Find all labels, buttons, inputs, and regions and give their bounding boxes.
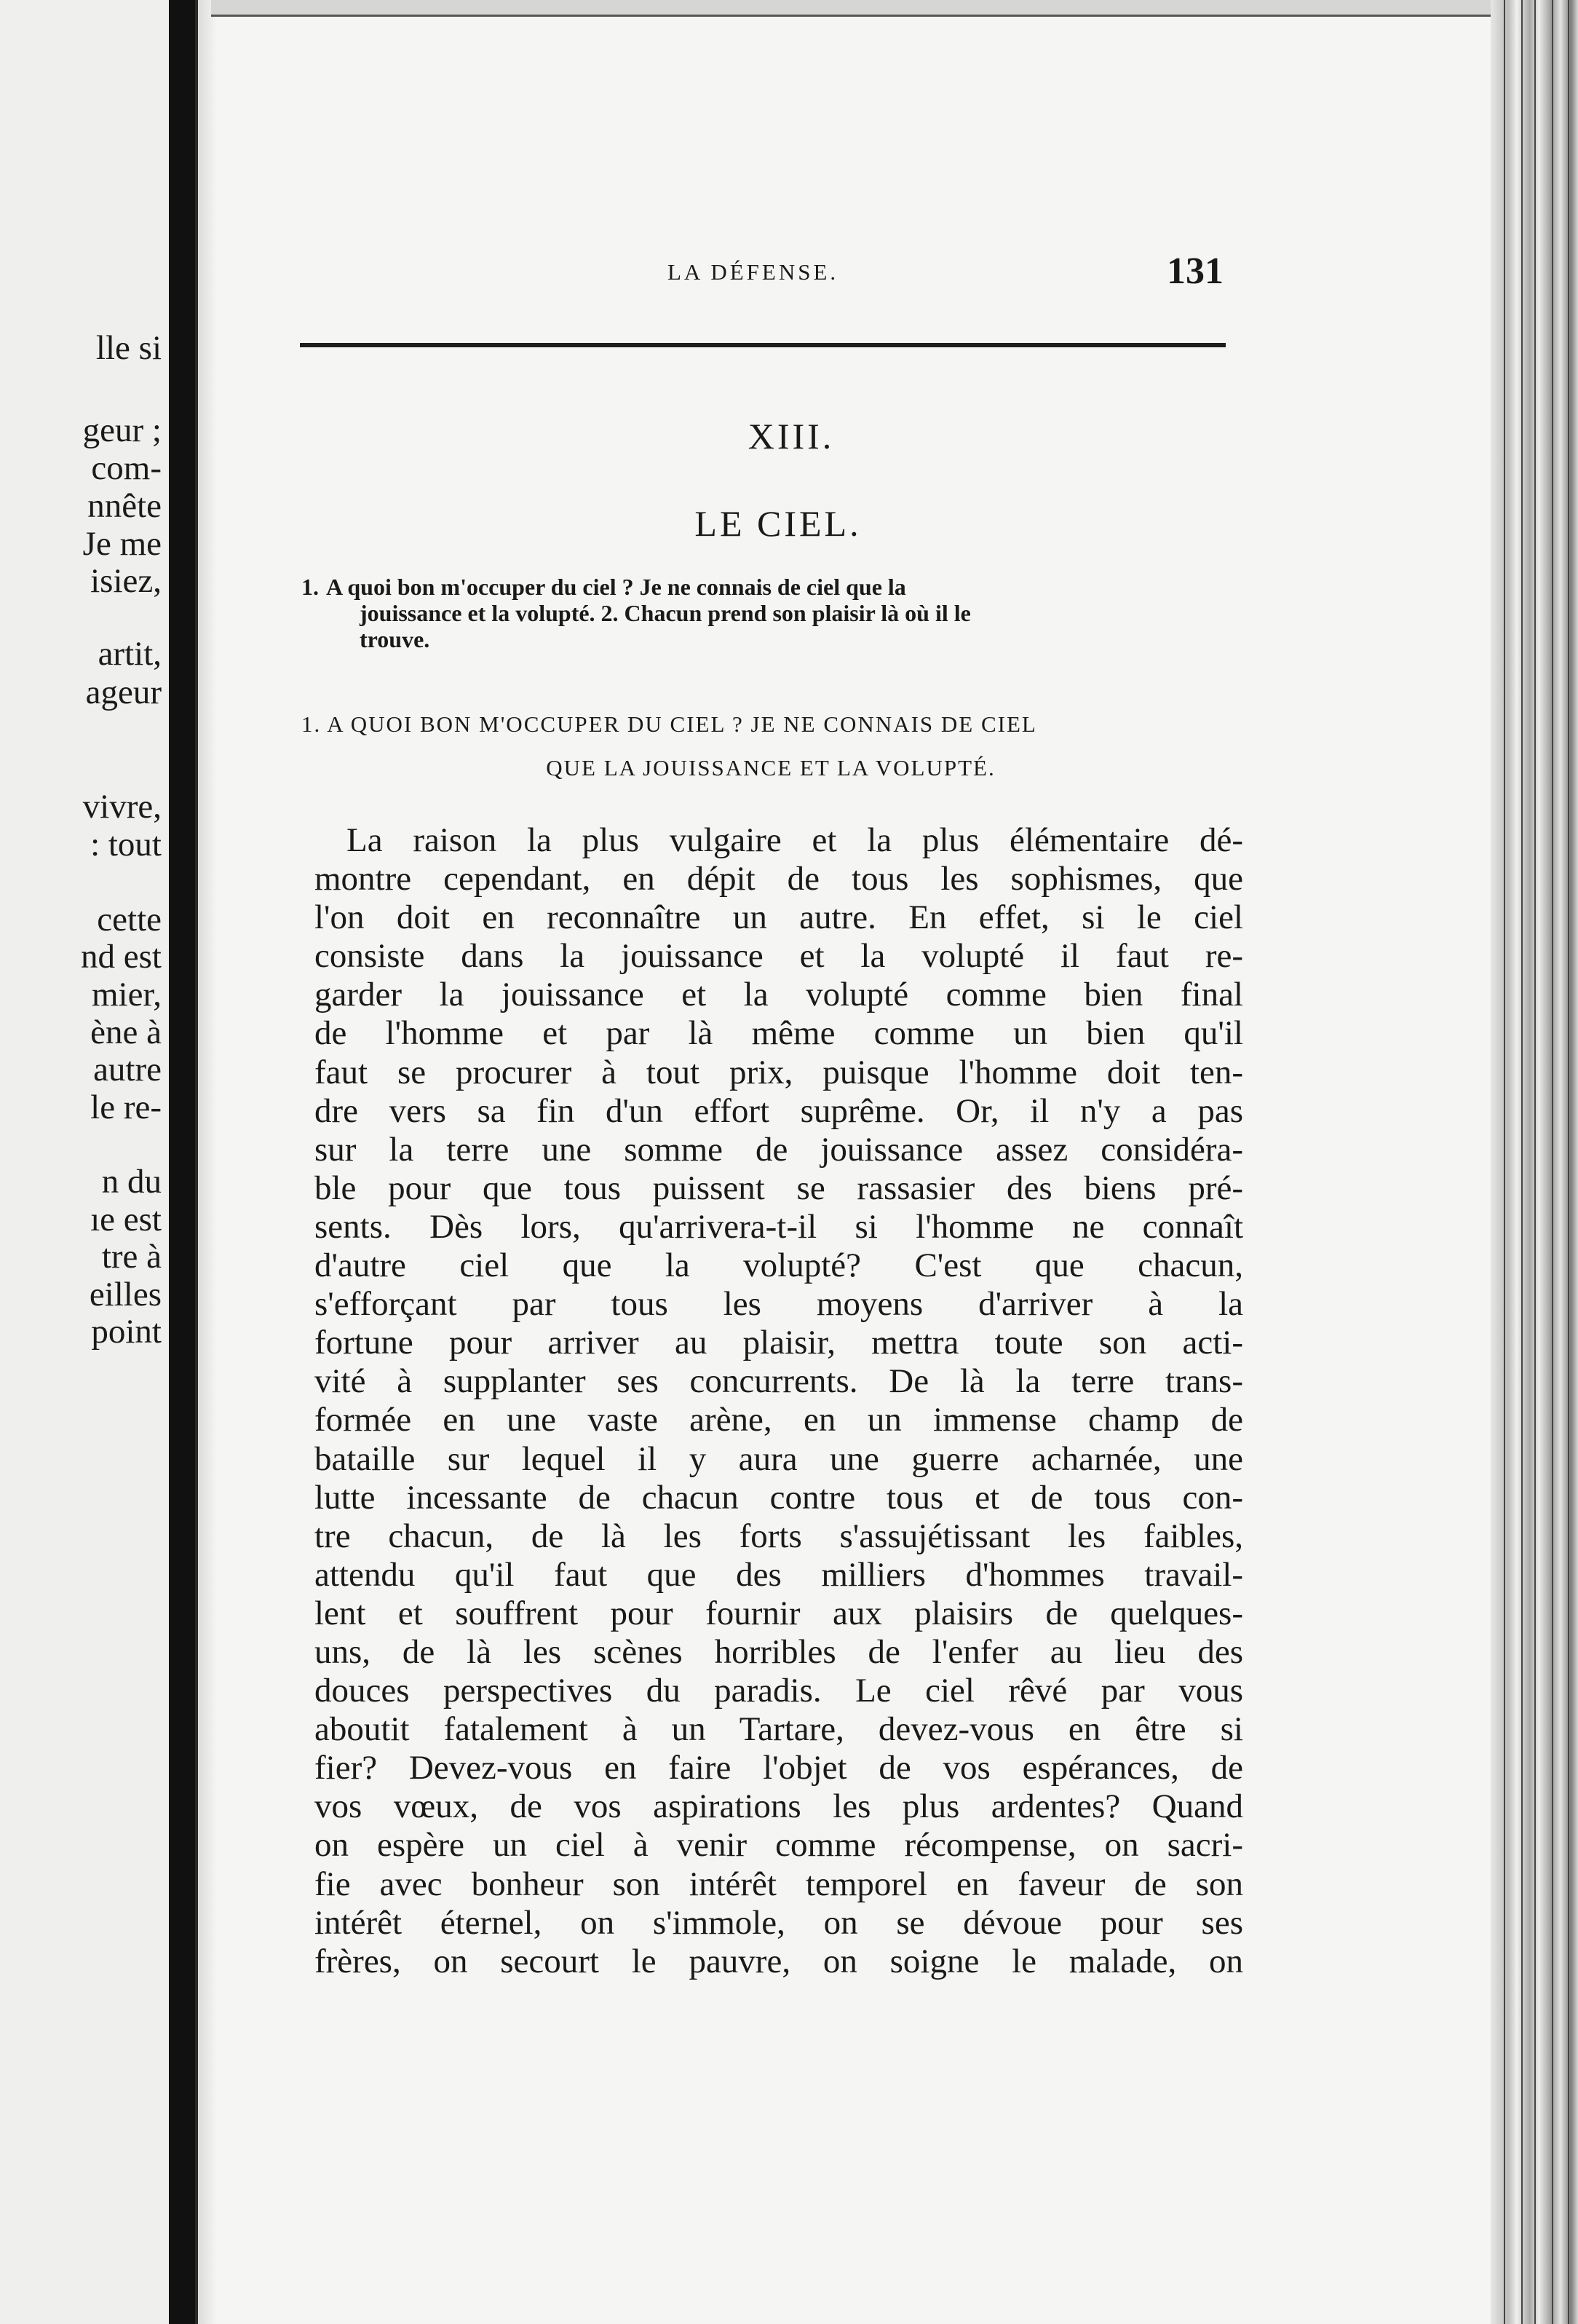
previous-page-line: cette <box>97 901 162 938</box>
body-line: aboutit fatalement à un Tartare, devez-vous en être si <box>314 1710 1243 1749</box>
chapter-number <box>0 411 1578 457</box>
body-line: tre chacun, de là les forts s'assujétissant les faibles, <box>314 1517 1243 1555</box>
body-line: lent et souffrent pour fournir aux plaisirs de quelques- <box>314 1594 1243 1632</box>
body-line: sur la terre une somme de jouissance assez considéra- <box>314 1130 1243 1169</box>
summary-line-1 <box>301 574 1245 600</box>
previous-page-line: n du <box>101 1163 162 1201</box>
previous-page-line: tre à <box>101 1238 162 1276</box>
page-top-edge <box>211 0 1521 17</box>
section-heading-line-1: 1. A QUOI BON M'OCCUPER DU CIEL ? JE NE CONNAIS DE CIEL <box>301 711 1037 737</box>
body-line: fie avec bonheur son intérêt temporel en faveur de son <box>314 1865 1243 1903</box>
book-gutter <box>169 0 195 2324</box>
body-line: douces perspectives du paradis. Le ciel rêvé par vous <box>314 1672 1243 1710</box>
body-line: lutte incessante de chacun contre tous et de tous con- <box>314 1478 1243 1517</box>
chapter-title <box>0 502 1578 545</box>
previous-page-line: autre <box>93 1051 162 1088</box>
body-line: frères, on secourt le pauvre, on soigne le malade, on <box>314 1942 1243 1980</box>
running-header: LA DÉFENSE. <box>667 259 839 285</box>
body-line: ble pour que tous puissent se rassasier des biens pré- <box>314 1169 1243 1207</box>
previous-page-line: geur ; <box>82 411 162 449</box>
summary-number: 1. <box>301 574 319 600</box>
previous-page-line: eilles <box>89 1276 162 1313</box>
previous-page-line: Je me <box>82 525 162 563</box>
body-line: d'autre ciel que la volupté? C'est que chacun, <box>314 1246 1243 1285</box>
summary-line-3: trouve. <box>360 626 430 652</box>
body-line: La raison la plus vulgaire et la plus élémentaire dé- <box>346 821 1243 859</box>
chapter-number-text: XIII. <box>748 416 835 456</box>
body-line: uns, de là les scènes horribles de l'enfer au lieu des <box>314 1632 1243 1671</box>
previous-page-line: artit, <box>98 635 162 673</box>
body-line: faut se procurer à tout prix, puisque l'homme doit ten- <box>314 1053 1243 1091</box>
body-line: s'efforçant par tous les moyens d'arriver à la <box>314 1285 1243 1324</box>
previous-page-line: le re- <box>90 1088 162 1126</box>
page-edges <box>1491 0 1578 2324</box>
chapter-title-text: LE CIEL. <box>694 503 862 544</box>
previous-page-line: nd est <box>81 938 162 976</box>
previous-page-line: nnête <box>87 487 162 525</box>
body-line: de l'homme et par là même comme un bien qu'il <box>314 1014 1243 1053</box>
previous-page-line: : tout <box>90 826 162 863</box>
body-line: montre cependant, en dépit de tous les sophismes, que <box>314 860 1243 898</box>
previous-page-line: isiez, <box>90 562 162 600</box>
body-line: on espère un ciel à venir comme récompense, on sacri- <box>314 1826 1243 1865</box>
page-number: 131 <box>1167 250 1224 292</box>
body-line: formée en une vaste arène, en un immense champ de <box>314 1401 1243 1439</box>
section-heading <box>301 703 1240 790</box>
previous-page-line: vivre, <box>82 788 162 826</box>
previous-page-line: mier, <box>92 976 162 1013</box>
body-line: garder la jouissance et la volupté comme bien final <box>314 976 1243 1014</box>
body-line: sents. Dès lors, qu'arrivera-t-il si l'homme ne connaît <box>314 1207 1243 1246</box>
summary-text-1: A quoi bon m'occuper du ciel ? Je ne connais de ciel que la <box>326 574 906 600</box>
previous-page-line: lle si <box>95 329 162 367</box>
body-line: fier? Devez-vous en faire l'objet de vos espérances, de <box>314 1749 1243 1787</box>
body-line: vité à supplanter ses concurrents. De là la terre trans- <box>314 1362 1243 1401</box>
previous-page-line: point <box>91 1313 162 1351</box>
body-line: vos vœux, de vos aspirations les plus ardentes? Quand <box>314 1787 1243 1826</box>
body-line: dre vers sa fin d'un effort suprême. Or, il n'y a pas <box>314 1091 1243 1130</box>
section-heading-line-2: QUE LA JOUISSANCE ET LA VOLUPTÉ. <box>546 755 996 780</box>
previous-page-line: ageur <box>85 673 162 711</box>
body-line: bataille sur lequel il y aura une guerre acharnée, une <box>314 1439 1243 1478</box>
header-rule <box>300 343 1226 347</box>
body-paragraph <box>314 821 1243 1981</box>
body-line: attendu qu'il faut que des milliers d'hommes travail- <box>314 1555 1243 1594</box>
previous-page-line: ène à <box>90 1013 162 1051</box>
body-line: consiste dans la jouissance et la volupté il faut re- <box>314 937 1243 976</box>
previous-page-line: com- <box>91 449 162 487</box>
summary-line-2: jouissance et la volupté. 2. Chacun prend son plaisir là où il le <box>360 600 971 626</box>
body-line: fortune pour arriver au plaisir, mettra toute son acti- <box>314 1324 1243 1362</box>
body-line: intérêt éternel, on s'immole, on se dévoue pour ses <box>314 1903 1243 1942</box>
previous-page-line: ıe est <box>90 1201 162 1238</box>
body-line: l'on doit en reconnaître un autre. En effet, si le ciel <box>314 898 1243 937</box>
previous-page-strip <box>0 0 169 2324</box>
chapter-summary <box>301 574 1245 652</box>
page-fold-shadow <box>198 0 217 2324</box>
